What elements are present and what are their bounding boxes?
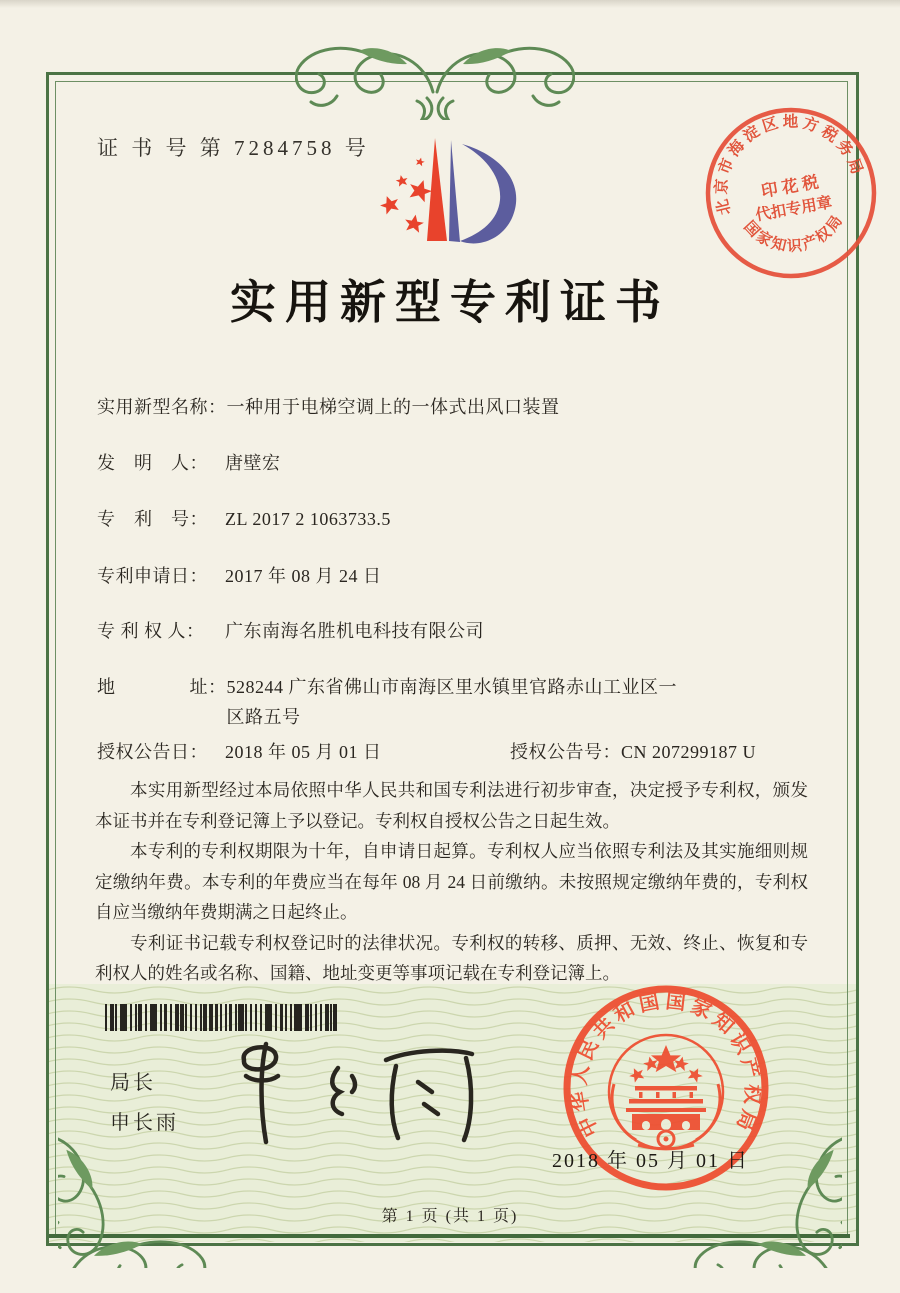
- field-label: 实用新型名称：: [97, 397, 227, 417]
- field-label: 专 利 权 人：: [97, 621, 205, 641]
- bottom-left-corner-ornament-icon: [58, 1118, 228, 1268]
- top-flourish-ornament-icon: [295, 36, 575, 120]
- address-line-1: 528244 广东省佛山市南海区里水镇里官路赤山工业区一: [226, 677, 677, 697]
- svg-text:北京市海淀区地方税务局: [699, 100, 869, 217]
- stamp-center-line2: 代扣专用章: [754, 194, 834, 225]
- barcode: [105, 1004, 338, 1031]
- field-patentee: [97, 616, 812, 646]
- legal-paragraph-1: 本实用新型经过本局依照中华人民共和国专利法进行初步审查，决定授予专利权，颁发本证书并在专利登记簿上予以登记。专利权自授权公告之日起生效。: [95, 780, 808, 831]
- field-label: 专利申请日：: [97, 566, 208, 586]
- tax-stamp-seal: [698, 100, 884, 286]
- legal-text-block: [95, 775, 808, 989]
- national-emblem-icon: [609, 1035, 723, 1149]
- field-value: CN 207299187 U: [621, 742, 757, 762]
- stamp-arc-top-text: 北京市海淀区地方税务局: [713, 113, 866, 217]
- field-value: 广东南海名胜机电科技有限公司: [225, 621, 484, 641]
- field-patent-number: [97, 504, 812, 534]
- field-label: 专 利 号：: [97, 509, 208, 529]
- certificate-number: 证 书 号 第 7284758 号: [97, 136, 370, 160]
- legal-paragraph-3: 专利证书记载专利权登记时的法律状况。专利权的转移、质押、无效、终止、恢复和专利权人的姓名或名称、国籍、地址变更等事项记载在专利登记簿上。: [95, 932, 808, 983]
- field-value: 2018 年 05 月 01 日: [225, 742, 382, 762]
- field-utility-model-name: [97, 392, 812, 422]
- field-inventor: [97, 448, 812, 478]
- field-value: 唐壁宏: [225, 453, 281, 473]
- field-grant-row: [97, 737, 812, 767]
- page-number-footer: 第 1 页 (共 1 页): [381, 1208, 519, 1225]
- field-label: 授权公告日：: [97, 742, 208, 762]
- stamp-center-line1: 印 花 税: [759, 172, 820, 201]
- field-label: 授权公告号：: [510, 742, 621, 762]
- director-name-label: 申长雨: [110, 1112, 179, 1134]
- seal-date: 2018 年 05 月 01 日: [552, 1150, 749, 1172]
- field-grant-number: [510, 737, 812, 767]
- director-signature: [210, 1030, 490, 1155]
- stamp-arc-bottom-text: 国家知识产权局: [740, 213, 846, 256]
- field-filing-date: [97, 561, 812, 591]
- certificate-title: 实用新型专利证书: [230, 277, 670, 328]
- director-title-label: 局长: [110, 1072, 156, 1094]
- field-label: 地 址：: [97, 677, 227, 697]
- address-line-2: 区路五号: [226, 707, 301, 727]
- seal-ring-text: 中华人民共和国国家知识产权局: [568, 990, 764, 1141]
- field-label: 发 明 人：: [97, 453, 208, 473]
- field-value: [227, 672, 813, 732]
- field-grant-date: [97, 737, 510, 767]
- field-value: 一种用于电梯空调上的一体式出风口装置: [226, 397, 560, 417]
- field-value: 2017 年 08 月 24 日: [225, 566, 382, 586]
- field-address: [97, 672, 812, 732]
- cnipa-patent-logo-icon: [372, 128, 532, 258]
- field-value: ZL 2017 2 1063733.5: [225, 509, 391, 529]
- legal-paragraph-2: 本专利的专利权期限为十年，自申请日起算。专利权人应当依照专利法及其实施细则规定缴纳年费。本专利的年费应当在每年 08 月 24 日前缴纳。未按照规定缴纳年费的，专利权自应当缴纳年费期满之日起终止。: [95, 841, 808, 922]
